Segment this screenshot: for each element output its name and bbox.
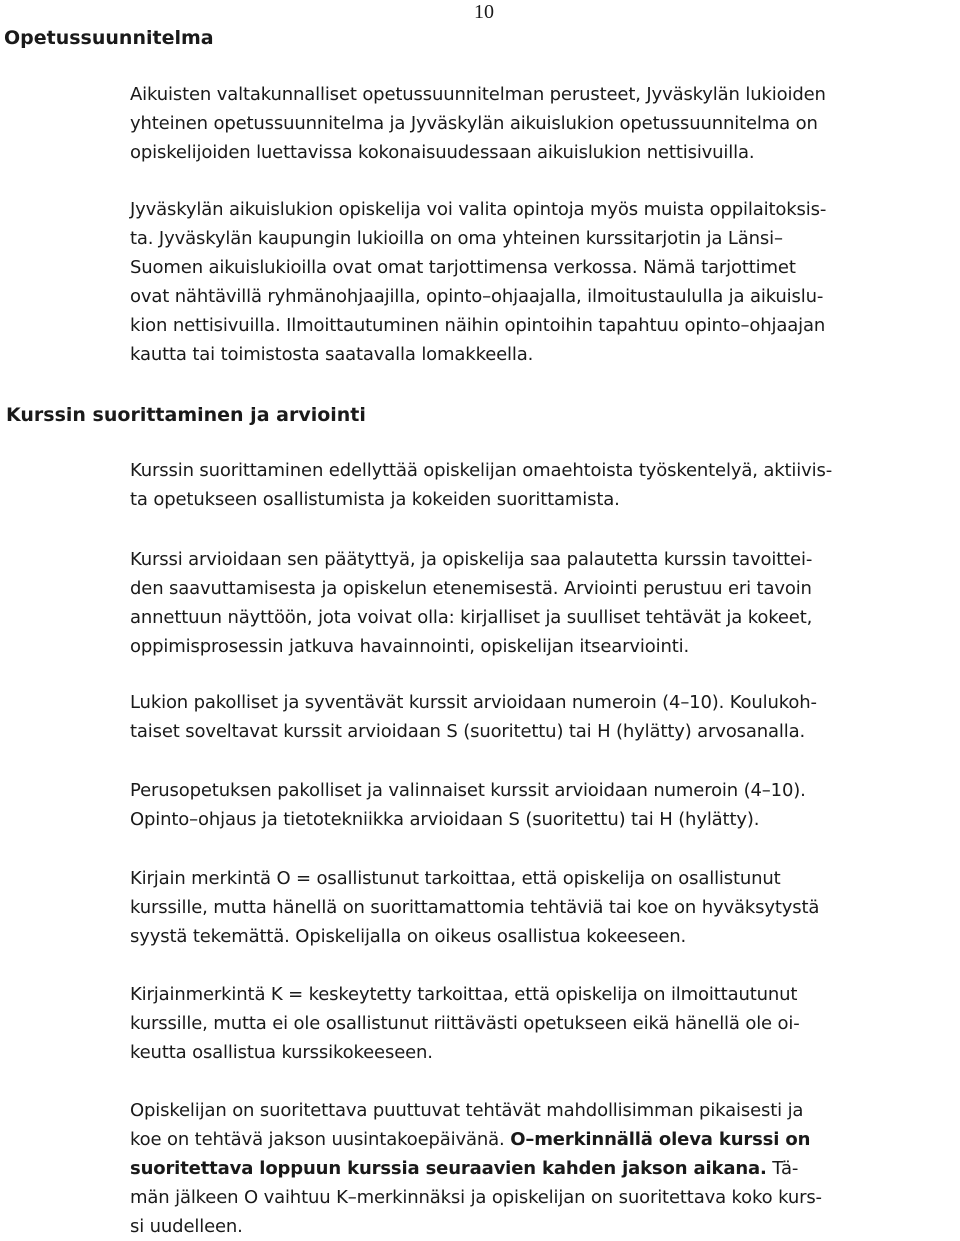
bold-text-segment: O–merkinnällä oleva kurssi on (510, 1129, 811, 1150)
text-line: Lukion pakolliset ja syventävät kurssit arvioidaan numeroin (4–10). Koulukoh- (130, 692, 817, 713)
intro-paragraph-2 (130, 195, 960, 369)
text-line: kurssille, mutta hänellä on suorittamattomia tehtäviä tai koe on hyväksytystä (130, 897, 820, 918)
text-line: Kurssi arvioidaan sen päätyttyä, ja opiskelija saa palautetta kurssin tavoittei- (130, 549, 813, 570)
text-segment: koe on tehtävä jakson uusintakoepäivänä. (130, 1129, 511, 1150)
text-line: ta. Jyväskylän kaupungin lukioilla on oma yhteinen kurssitarjotin ja Länsi– (130, 228, 783, 249)
text-line: keutta osallistua kurssikokeeseen. (130, 1042, 433, 1063)
text-line: Jyväskylän aikuislukion opiskelija voi valita opintoja myös muista oppilaitoksis- (130, 199, 827, 220)
intro-paragraph-1 (130, 80, 960, 167)
section-paragraph-5 (130, 864, 960, 951)
text-line: Opiskelijan on suoritettava puuttuvat tehtävät mahdollisimman pikaisesti ja (130, 1100, 804, 1121)
section-paragraph-2 (130, 545, 960, 661)
text-line: si uudelleen. (130, 1216, 243, 1237)
text-line: Suomen aikuislukioilla ovat omat tarjottimensa verkossa. Nämä tarjottimet (130, 257, 796, 278)
section-paragraph-1 (130, 456, 960, 514)
text-line (130, 1154, 960, 1183)
text-segment: Tä- (766, 1158, 799, 1179)
section-paragraph-3 (130, 688, 960, 746)
section-paragraph-6 (130, 980, 960, 1067)
bold-text-segment: suoritettava loppuun kurssia seuraavien kahden jakson aikana. (130, 1158, 767, 1179)
text-line: kion nettisivuilla. Ilmoittautuminen näihin opintoihin tapahtuu opinto–ohjaajan (130, 315, 826, 336)
page-title: Opetussuunnitelma (4, 27, 214, 49)
text-line: opiskelijoiden luettavissa kokonaisuudessaan aikuislukion nettisivuilla. (130, 142, 755, 163)
text-line: Aikuisten valtakunnalliset opetussuunnitelman perusteet, Jyväskylän lukioiden (130, 84, 826, 105)
text-line: Kirjain merkintä O = osallistunut tarkoittaa, että opiskelija on osallistunut (130, 868, 781, 889)
text-line: kurssille, mutta ei ole osallistunut riittävästi opetukseen eikä hänellä ole oi- (130, 1013, 800, 1034)
text-line: oppimisprosessin jatkuva havainnointi, opiskelijan itsearviointi. (130, 636, 690, 657)
text-line: Opinto–ohjaus ja tietotekniikka arvioidaan S (suoritettu) tai H (hylätty). (130, 809, 760, 830)
section-paragraph-7 (130, 1096, 960, 1241)
section-heading: Kurssin suorittaminen ja arviointi (6, 404, 366, 426)
text-line: Perusopetuksen pakolliset ja valinnaiset kurssit arvioidaan numeroin (4–10). (130, 780, 806, 801)
text-line: ta opetukseen osallistumista ja kokeiden suorittamista. (130, 489, 620, 510)
text-line: Kurssin suorittaminen edellyttää opiskelijan omaehtoista työskentelyä, aktiivis- (130, 460, 833, 481)
text-line: annettuun näyttöön, jota voivat olla: kirjalliset ja suulliset tehtävät ja kokeet, (130, 607, 813, 628)
text-line: ovat nähtävillä ryhmänohjaajilla, opinto–ohjaajalla, ilmoitustaululla ja aikuislu- (130, 286, 824, 307)
section-paragraph-4 (130, 776, 960, 834)
text-line: kautta tai toimistosta saatavalla lomakkeella. (130, 344, 534, 365)
text-line: syystä tekemättä. Opiskelijalla on oikeus osallistua kokeeseen. (130, 926, 687, 947)
text-line: yhteinen opetussuunnitelma ja Jyväskylän aikuislukion opetussuunnitelma on (130, 113, 818, 134)
text-line: män jälkeen O vaihtuu K–merkinnäksi ja opiskelijan on suoritettava koko kurs- (130, 1187, 822, 1208)
page-number: 10 (474, 1, 494, 23)
text-line: taiset soveltavat kurssit arvioidaan S (suoritettu) tai H (hylätty) arvosanalla. (130, 721, 806, 742)
text-line: Kirjainmerkintä K = keskeytetty tarkoittaa, että opiskelija on ilmoittautunut (130, 984, 798, 1005)
text-line (130, 1125, 960, 1154)
text-line: den saavuttamisesta ja opiskelun etenemisestä. Arviointi perustuu eri tavoin (130, 578, 812, 599)
